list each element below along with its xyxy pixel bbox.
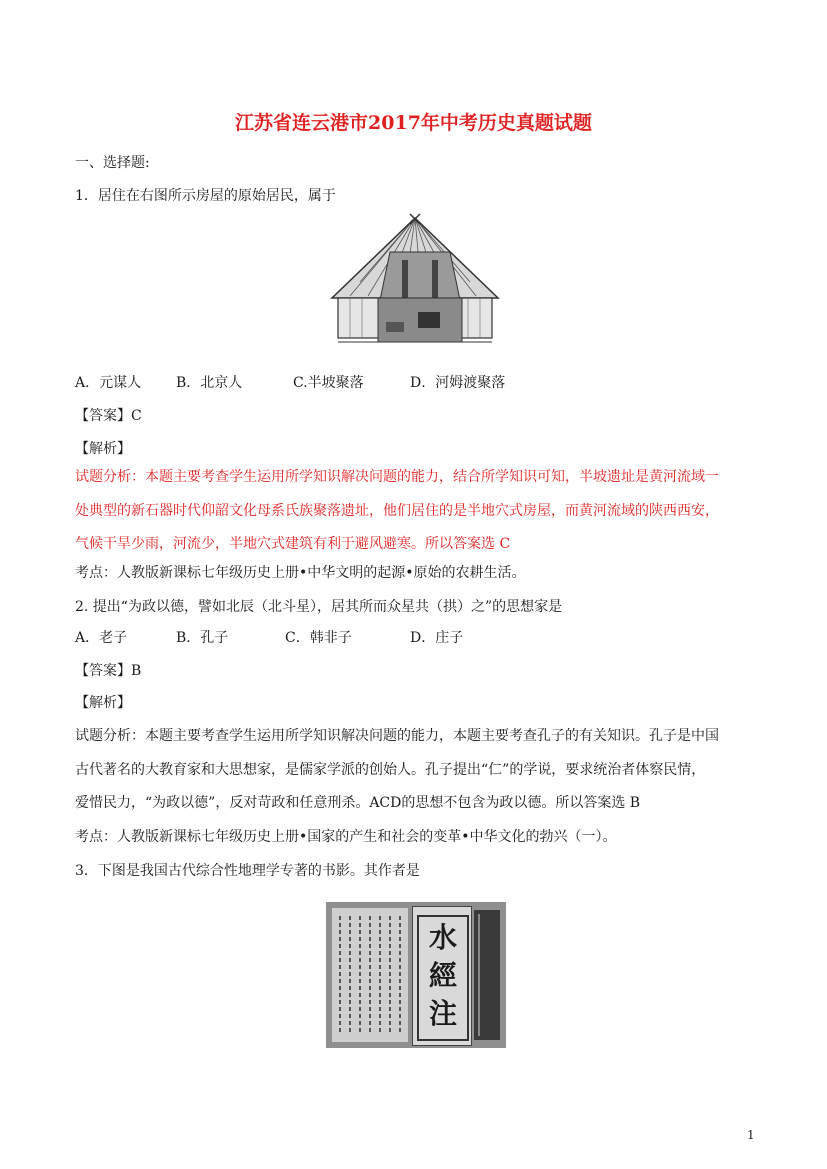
page-number: 1 [747, 1128, 755, 1142]
q1-analysis-label: 【解析】 [75, 441, 131, 457]
q1-option-b: B．北京人 [176, 375, 243, 391]
book-spine-line [478, 914, 480, 1036]
q2-option-c: C．韩非子 [285, 630, 352, 646]
q1-analysis-line: 气候干旱少雨，河流少，半地穴式建筑有利于避风避寒。所以答案选 C [75, 536, 511, 552]
q2-option-a: A．老子 [75, 630, 128, 646]
q2-option-b: B．孔子 [176, 630, 229, 646]
q1-option-d: D．河姆渡聚落 [410, 375, 506, 391]
q1-analysis-line: 处典型的新石器时代仰韶文化母系氏族聚落遗址，他们居住的是半地穴式房屋，而黄河流域的陕西西安， [75, 503, 719, 519]
q1-option-c: C.半坡聚落 [293, 375, 364, 391]
q2-analysis-line: 古代著名的大教育家和大思想家，是儒家学派的创始人。孔子提出“仁”的学说，要求统治者体察民情， [75, 762, 706, 778]
book-title-box [417, 915, 469, 1041]
book-title-char: 經 [428, 959, 457, 992]
q2-options [75, 627, 675, 647]
q1-analysis-line: 试题分析：本题主要考查学生运用所学知识解决问题的能力，结合所学知识可知，半坡遗址是黄河流域一 [75, 469, 719, 485]
section-heading: 一、选择题: [75, 155, 150, 171]
q2-option-d: D．庄子 [410, 630, 464, 646]
prehistoric-hut-image [330, 212, 500, 357]
q2-analysis-line: 爱惜民力，“为政以德”，反对苛政和任意刑杀。ACD的思想不包含为政以德。所以答案选 B [75, 795, 641, 811]
book-title-char: 水 [428, 921, 457, 954]
q2-answer: 【答案】B [75, 663, 142, 679]
q3-stem: 3．下图是我国古代综合性地理学专著的书影。其作者是 [75, 863, 420, 879]
q2-analysis-line: 试题分析：本题主要考查学生运用所学知识解决问题的能力，本题主要考查孔子的有关知识。孔子是中国 [75, 728, 719, 744]
q1-options [75, 372, 675, 392]
q2-analysis-label: 【解析】 [75, 695, 131, 711]
book-cover-panel [412, 906, 472, 1046]
q1-point: 考点：人教版新课标七年级历史上册•中华文明的起源•原始的农耕生活。 [75, 565, 526, 581]
book-cover-image [326, 902, 506, 1048]
q1-answer: 【答案】C [75, 408, 142, 424]
document-title: 江苏省连云港市2017年中考历史真题试题 [235, 112, 592, 134]
q2-stem: 2. 提出“为政以德，譬如北辰（北斗星），居其所而众星共（拱）之”的思想家是 [75, 599, 563, 615]
q2-point: 考点：人教版新课标七年级历史上册•国家的产生和社会的变革•中华文化的勃兴（一）。 [75, 829, 617, 845]
q1-stem: 1．居住在右图所示房屋的原始居民，属于 [75, 188, 336, 204]
book-text-columns [332, 908, 408, 1042]
book-title-char: 注 [428, 997, 457, 1030]
book-left-page [332, 908, 408, 1042]
q1-option-a: A．元谋人 [75, 375, 142, 391]
